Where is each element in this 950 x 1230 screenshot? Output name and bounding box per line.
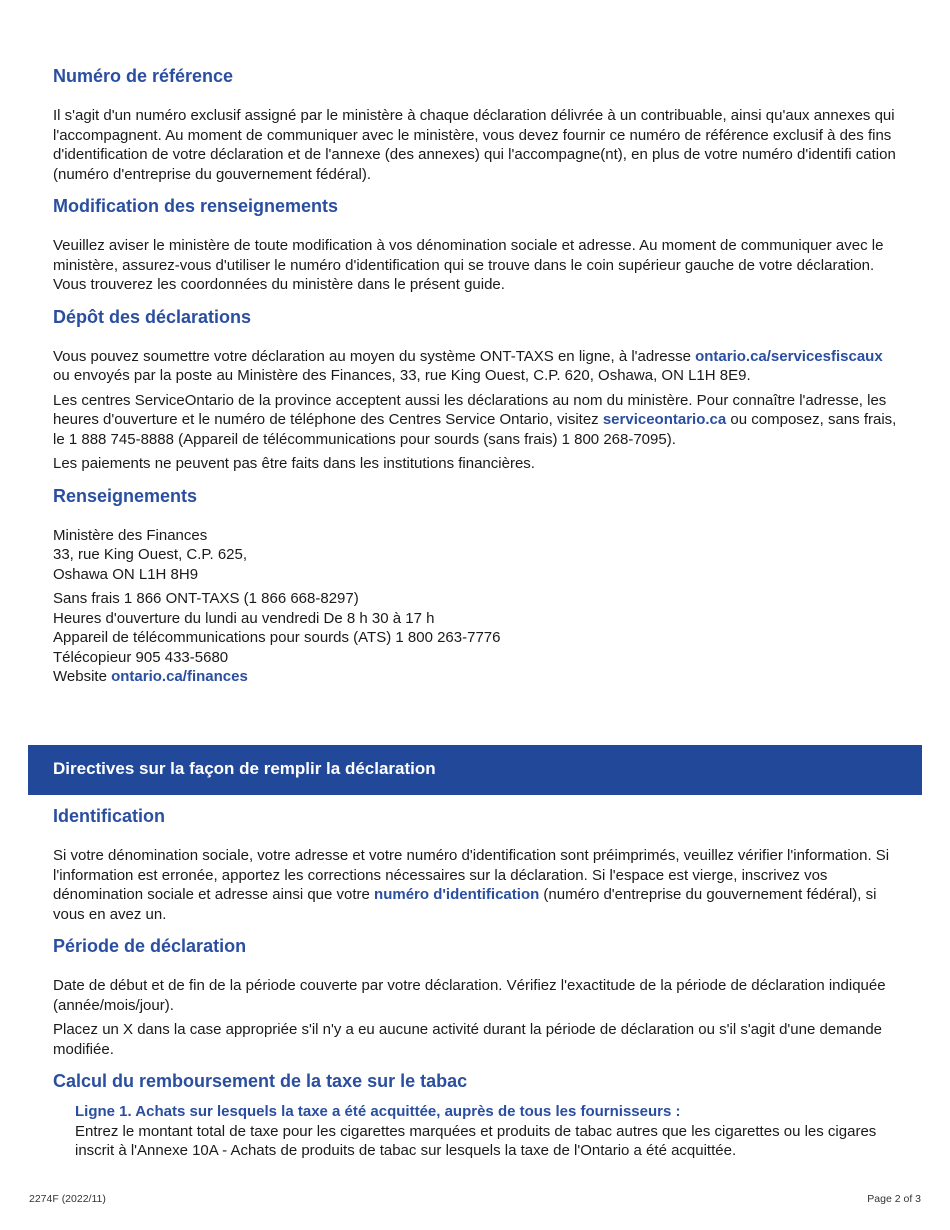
- section-title-refund-calculation: Calcul du remboursement de la taxe sur le tabac: [53, 1071, 468, 1091]
- filing-text-a: Vous pouvez soumettre votre déclaration au moyen du système ONT-TAXS en ligne, à l'adresse: [53, 347, 696, 365]
- section-title-information: Renseignements: [53, 485, 198, 506]
- line-1-title: Ligne 1. Achats sur lesquels la taxe a été acquittée, auprès de tous les fournisseurs :: [75, 1103, 681, 1120]
- address-line-2: 33, rue King Ouest, C.P. 625,: [53, 546, 248, 563]
- filing-text-b: ou envoyés par la poste au Ministère des Finances, 33, rue King Ouest, C.P. 620, Oshawa, ON L1H 8E9.: [53, 367, 751, 384]
- filing-paragraph-3: Les paiements ne peuvent pas être faits dans les institutions financières.: [53, 455, 535, 472]
- ministry-contacts: [53, 589, 903, 687]
- form-identifier: 2274F (2022/11): [29, 1193, 106, 1205]
- address-line-1: Ministère des Finances: [53, 526, 208, 544]
- modification-text: Veuillez aviser le ministère de toute modification à vos dénomination sociale et adresse. Au moment de communiquer avec le ministère, assurez-vous d'utiliser le numéro d'identification qui se trouve dans le coin supérieur gauche de votre déclaration. Vous trouverez les coordonnées du ministère dans le présent guide.: [53, 237, 884, 293]
- identification-text: [53, 846, 903, 924]
- fax-number: Télécopieur 905 433-5680: [53, 648, 229, 666]
- filing-paragraph-1: [53, 347, 903, 386]
- serviceontario-link[interactable]: serviceontario.ca: [602, 411, 727, 428]
- identification-text-b: (numéro d'entreprise du gouvernement fédéral), si vous en avez un.: [53, 886, 877, 923]
- address-line-3: Oshawa ON L1H 8H9: [53, 565, 199, 583]
- office-hours: Heures d'ouverture du lundi au vendredi De 8 h 30 à 17 h: [53, 609, 435, 627]
- identification-number-link[interactable]: numéro d'identification: [374, 886, 540, 903]
- line-1-text: Entrez le montant total de taxe pour les cigarettes marquées et produits de tabac autres que les cigarettes ou les cigares inscrit à l'Annexe 10A - Achats de produits de tabac sur lesquels la taxe de l'Ontario a été acquittée.: [75, 1122, 877, 1159]
- section-title-reporting-period: Période de déclaration: [53, 936, 247, 956]
- serviceontario-text-b: ou composez, sans frais, le 1 888 745-8888 (Appareil de télécommunications pour sourds (sans frais) 1 800 268-7095).: [53, 411, 897, 448]
- section-title-reference-number: Numéro de référence: [53, 66, 234, 86]
- instructions-banner: [28, 745, 922, 795]
- tax-services-link[interactable]: ontario.ca/servicesfiscaux: [695, 347, 883, 365]
- page-number: Page 2 of 3: [867, 1193, 921, 1205]
- website-label: Website: [53, 668, 112, 685]
- tty-number: Appareil de télécommunications pour sourds (ATS) 1 800 263-7776: [53, 629, 501, 646]
- reporting-period-text-1: Date de début et de fin de la période couverte par votre déclaration. Vérifiez l'exactitude de la période de déclaration indiquée (année/mois/jour).: [53, 977, 886, 1014]
- ministry-address: [53, 526, 903, 585]
- finances-website-link[interactable]: ontario.ca/finances: [111, 668, 248, 685]
- toll-free-number: Sans frais 1 866 ONT-TAXS (1 866 668-8297): [53, 590, 359, 607]
- serviceontario-text-a: Les centres ServiceOntario de la province acceptent aussi les déclarations au nom du ministère. Pour connaître l'adresse, les heures d'ouverture et le numéro de téléphone des Centres Service Ontario, visitez: [53, 391, 887, 428]
- section-title-modification: Modification des renseignements: [53, 196, 339, 216]
- lower-content: [53, 804, 903, 1161]
- section-title-filing: Dépôt des déclarations: [53, 306, 252, 327]
- section-title-identification: Identification: [53, 806, 165, 826]
- instructions-banner-title: Directives sur la façon de remplir la déclaration: [53, 759, 436, 778]
- reference-number-text: Il s'agit d'un numéro exclusif assigné par le ministère à chaque déclaration délivrée à un contribuable, ainsi qu'aux annexes qui l'accompagnent. Au moment de communiquer avec le ministère, vous devez fournir ce numéro de référence exclusif à des fins d'identification de votre déclaration et de l'annexe (des annexes) qui l'accompagne(nt), en plus de votre numéro d'identifi cation (numéro d'entreprise du gouvernement fédéral).: [53, 107, 896, 183]
- identification-text-a: Si votre dénomination sociale, votre adresse et votre numéro d'identification sont préimprimés, veuillez vérifier l'information. Si l'information est erronée, apportez les corrections nécessaires sur la déclaration. Si l'espace est vierge, inscrivez vos dénomination sociale et adresse ainsi que votre: [53, 847, 890, 903]
- filing-paragraph-2: [53, 391, 903, 450]
- upper-content: [53, 64, 903, 687]
- line-1-block: [75, 1102, 903, 1161]
- reporting-period-text-2: Placez un X dans la case appropriée s'il n'y a eu aucune activité durant la période de déclaration ou s'il s'agit d'une demande modifiée.: [53, 1021, 883, 1058]
